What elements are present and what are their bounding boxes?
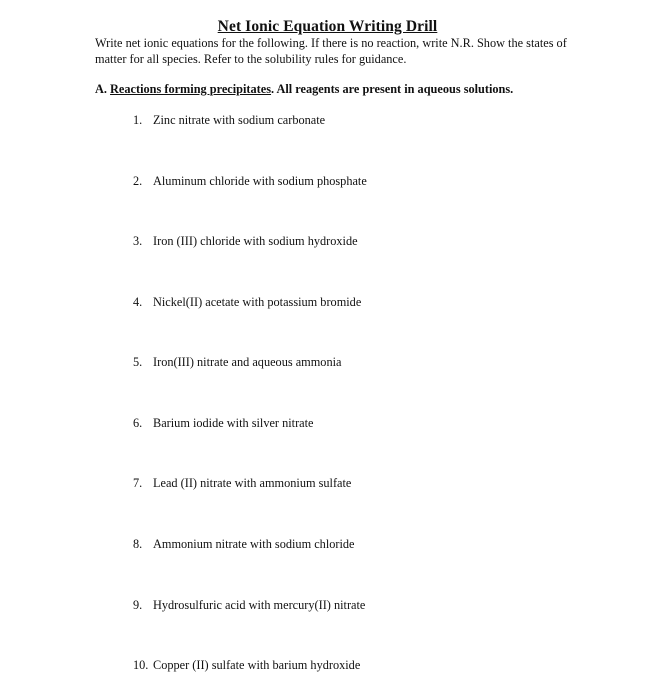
problem-number: 10. (133, 658, 149, 672)
problem-text: Zinc nitrate with sodium carbonate (153, 113, 326, 127)
instructions-text: Write net ionic equations for the following. If there is no reaction, write N.R. Show the states of matter for all species. Refer to the solubility rules for guidance. (95, 36, 567, 66)
problem-number: 9. (133, 598, 143, 612)
problem-item-7 (133, 476, 553, 491)
problem-number: 1. (133, 113, 143, 127)
problem-text: Ammonium nitrate with sodium chloride (153, 537, 355, 551)
problem-item-6 (133, 416, 553, 431)
problem-item-9 (133, 598, 553, 613)
page-title: Net Ionic Equation Writing Drill (217, 18, 438, 35)
problem-item-1 (133, 113, 553, 128)
problem-number: 5. (133, 355, 143, 369)
problem-item-4 (133, 295, 553, 310)
problem-text: Iron (III) chloride with sodium hydroxide (153, 234, 358, 248)
problem-number: 7. (133, 476, 143, 490)
problem-text: Hydrosulfuric acid with mercury(II) nitrate (153, 598, 366, 612)
problem-number: 8. (133, 537, 143, 551)
problem-text: Lead (II) nitrate with ammonium sulfate (153, 476, 352, 490)
problem-text: Iron(III) nitrate and aqueous ammonia (153, 355, 342, 369)
section-a-title: Reactions forming precipitates (110, 82, 272, 96)
section-a-note: . All reagents are present in aqueous solutions. (271, 82, 514, 96)
problem-item-3 (133, 234, 553, 249)
problem-text: Barium iodide with silver nitrate (153, 416, 314, 430)
section-a-heading (95, 82, 615, 97)
problem-number: 6. (133, 416, 143, 430)
problem-item-2 (133, 174, 553, 189)
problem-item-8 (133, 537, 553, 552)
problem-text: Aluminum chloride with sodium phosphate (153, 174, 367, 188)
problem-text: Nickel(II) acetate with potassium bromide (153, 295, 362, 309)
problem-number: 4. (133, 295, 143, 309)
problem-item-10 (133, 658, 553, 673)
problem-text: Copper (II) sulfate with barium hydroxide (153, 658, 361, 672)
problem-item-5 (133, 355, 553, 370)
problem-number: 2. (133, 174, 143, 188)
section-a-letter: A. (95, 82, 107, 96)
problem-number: 3. (133, 234, 143, 248)
